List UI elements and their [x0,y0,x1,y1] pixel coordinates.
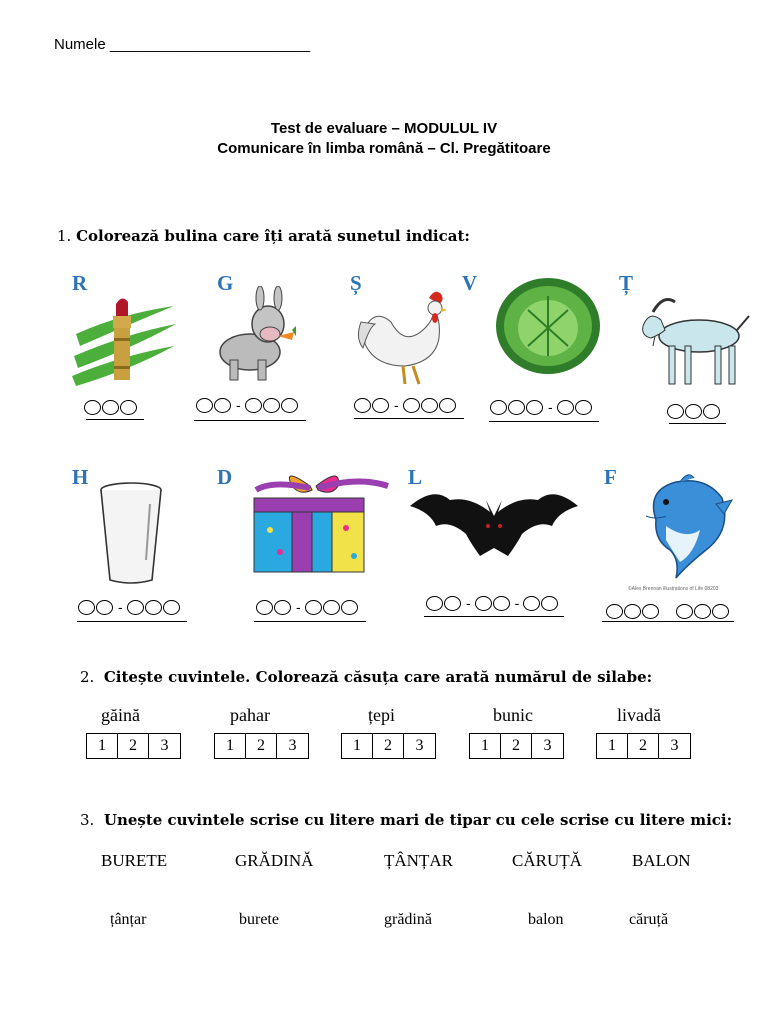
upper-word-balon[interactable]: BALON [632,851,691,870]
sound-bubble[interactable] [493,596,510,611]
syllable-option-3[interactable]: 3 [160,737,169,754]
image-credit: ©Alex Brennan illustrations of Life 08203 [628,586,719,592]
answer-line [489,421,599,422]
syllable-option-1[interactable]: 1 [597,734,628,758]
sound-bubble[interactable] [78,600,95,615]
answer-line [424,616,564,617]
syllable-option-1[interactable]: 1 [215,734,246,758]
sound-bubble[interactable] [127,600,144,615]
word-tepi: țepi [368,705,395,725]
syllable-option-3[interactable]: 3 [288,737,297,754]
answer-line [354,418,464,419]
syllable-circles-r [84,396,138,418]
sound-bubble[interactable] [163,600,180,615]
question-2: 2. Citește cuvintele. Colorează căsuța care arată numărul de silabe: [80,668,653,686]
goat-icon [633,290,751,388]
sound-bubble[interactable] [256,600,273,615]
syllable-circles-v: - [490,396,593,418]
sound-bubble[interactable] [354,398,371,413]
syllable-option-1[interactable]: 1 [87,734,118,758]
sound-bubble[interactable] [624,604,641,619]
sound-bubble[interactable] [281,398,298,413]
letter-s-comma: Ș [350,271,362,295]
sound-bubble[interactable] [694,604,711,619]
syllable-box-pahar [214,733,309,759]
sound-bubble[interactable] [712,604,729,619]
word-livada: livadă [617,705,661,725]
letter-g: G [217,271,234,295]
syllable-box-livada [596,733,691,759]
sound-bubble[interactable] [676,604,693,619]
name-field-label: Numele ________________________ [54,36,311,53]
sound-bubble[interactable] [196,398,213,413]
upper-word-carut[interactable]: CĂRUȚĂ [512,851,582,870]
letter-h: H [72,465,89,489]
sound-bubble[interactable] [557,400,574,415]
question-3: 3. Unește cuvintele scrise cu litere mari de tipar cu cele scrise cu litere mici: [80,811,733,829]
sound-bubble[interactable] [274,600,291,615]
sound-bubble[interactable] [341,600,358,615]
syllable-option-1[interactable]: 1 [342,734,373,758]
sound-bubble[interactable] [245,398,262,413]
word-gaina: găină [101,705,140,725]
syllable-box-tepi [341,733,436,759]
test-subtitle: Comunicare în limba română – Cl. Pregătitoare [217,140,551,157]
lower-word-burete[interactable]: burete [239,911,279,928]
lower-word-gradina[interactable]: grădină [384,911,432,928]
question-1-text: Colorează bulina care îți arată sunetul indicat: [76,227,470,245]
syllable-option-3[interactable]: 3 [670,737,679,754]
sound-bubble[interactable] [508,400,525,415]
sound-bubble[interactable] [403,398,420,413]
question-3-text: Unește cuvintele scrise cu litere mari de tipar cu cele scrise cu litere mici: [103,811,733,829]
sound-bubble[interactable] [526,400,543,415]
sound-bubble[interactable] [490,400,507,415]
sound-bubble[interactable] [667,404,684,419]
question-1: 1. Colorează bulina care îți arată sunetul indicat: [57,227,470,245]
word-bunic: bunic [493,705,533,725]
bat-icon [410,486,578,566]
sound-bubble[interactable] [372,398,389,413]
upper-word-gradina[interactable]: GRĂDINĂ [235,851,314,870]
gift-icon [242,466,390,576]
test-title: Test de evaluare – MODULUL IV [270,120,498,137]
upper-word-tantar[interactable]: ȚÂNȚAR [384,851,453,870]
sound-bubble[interactable] [84,400,101,415]
sound-bubble[interactable] [703,404,720,419]
question-2-text: Citește cuvintele. Colorează căsuța care arată numărul de silabe: [103,668,653,686]
syllable-circles-h: - [78,596,181,618]
sound-bubble[interactable] [323,600,340,615]
letter-t-comma: Ț [619,271,634,295]
answer-line [602,621,734,622]
sound-bubble[interactable] [575,400,592,415]
sound-bubble[interactable] [444,596,461,611]
lower-word-balon[interactable]: balon [528,911,564,928]
syllable-circles-f [606,600,730,622]
letter-f: F [604,465,617,489]
answer-line [254,621,366,622]
sound-bubble[interactable] [475,596,492,611]
lower-word-tantar[interactable]: țânțar [110,911,147,928]
letter-d: D [217,465,233,489]
syllable-circles-l: - - [426,592,559,614]
sound-bubble[interactable] [96,600,113,615]
syllable-box-gaina [86,733,181,759]
letter-v: V [462,271,478,295]
syllable-option-2[interactable]: 2 [118,734,149,758]
sound-bubble[interactable] [120,400,137,415]
answer-line [669,423,726,424]
syllable-option-2[interactable]: 2 [373,734,404,758]
syllable-option-3[interactable]: 3 [543,737,552,754]
syllable-option-1[interactable]: 1 [470,734,501,758]
sound-bubble[interactable] [642,604,659,619]
syllable-circles-t-comma [667,400,721,422]
letter-l: L [408,465,423,489]
dolphin-icon [636,470,734,580]
letter-r: R [72,271,88,295]
cabbage-icon [494,276,602,376]
lipstick-icon [70,294,178,386]
sound-bubble[interactable] [214,398,231,413]
sound-bubble[interactable] [145,600,162,615]
sound-bubble[interactable] [421,398,438,413]
answer-line [77,621,187,622]
syllable-circles-s-comma: - [354,394,457,416]
syllable-option-2[interactable]: 2 [628,734,659,758]
sound-bubble[interactable] [426,596,443,611]
sound-bubble[interactable] [606,604,623,619]
lower-word-caruta[interactable]: căruță [629,911,669,928]
answer-line [86,419,144,420]
sound-bubble[interactable] [439,398,456,413]
syllable-circles-g: - [196,394,299,416]
syllable-box-bunic [469,733,564,759]
syllable-circles-d: - [256,596,359,618]
sound-bubble[interactable] [523,596,540,611]
glass-icon [98,480,164,586]
donkey-icon [208,286,296,386]
sound-bubble[interactable] [102,400,119,415]
syllable-option-2[interactable]: 2 [246,734,277,758]
sound-bubble[interactable] [305,600,322,615]
word-pahar: pahar [230,705,270,725]
syllable-option-3[interactable]: 3 [415,737,424,754]
sound-bubble[interactable] [263,398,280,413]
sound-bubble[interactable] [685,404,702,419]
sound-bubble[interactable] [541,596,558,611]
upper-word-burete[interactable]: BURETE [101,851,168,870]
syllable-option-2[interactable]: 2 [501,734,532,758]
answer-line [194,420,306,421]
rooster-icon [355,288,447,386]
